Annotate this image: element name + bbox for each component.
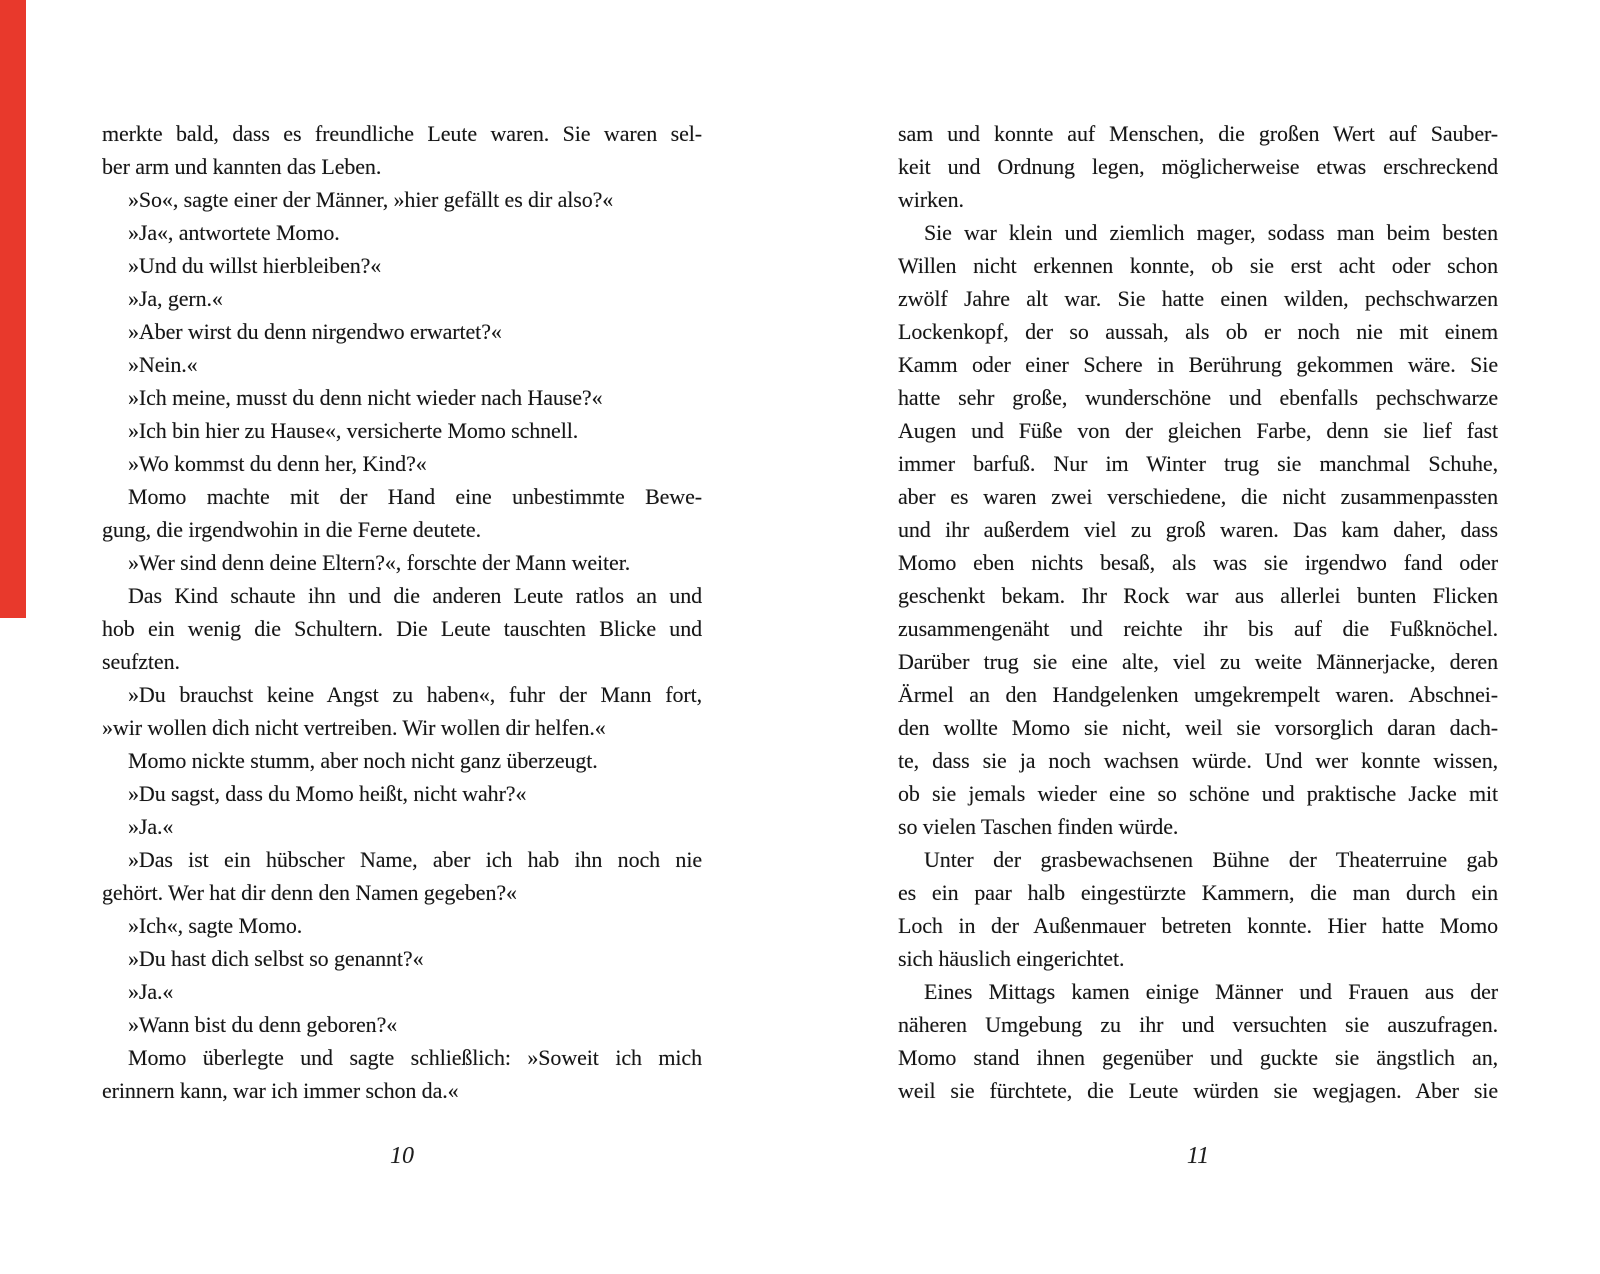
text-line: zusammengenäht und reichte ihr bis auf die Fußknöchel. (898, 616, 1498, 641)
text-line: wirken. (898, 187, 964, 212)
text-line: gung, die irgendwohin in die Ferne deutete. (102, 517, 481, 542)
text-line: Loch in der Außenmauer betreten konnte. Hier hatte Momo (898, 913, 1498, 938)
text-line: »Ja, gern.« (128, 286, 223, 311)
text-line: »Ich meine, musst du denn nicht wieder nach Hause?« (128, 385, 603, 410)
page-number-left: 10 (390, 1143, 414, 1169)
text-line: »wir wollen dich nicht vertreiben. Wir wollen dir helfen.« (102, 715, 606, 740)
text-line: Momo nickte stumm, aber noch nicht ganz überzeugt. (128, 748, 598, 773)
text-line: und ihr außerdem viel zu groß waren. Das kam daher, dass (898, 517, 1498, 542)
text-line: hob ein wenig die Schultern. Die Leute tauschten Blicke und (102, 616, 702, 641)
text-line: Augen und Füße von der gleichen Farbe, denn sie lief fast (898, 418, 1498, 443)
text-line: Darüber trug sie eine alte, viel zu weite Männerjacke, deren (898, 649, 1498, 674)
text-line: zwölf Jahre alt war. Sie hatte einen wilden, pechschwarzen (898, 286, 1498, 311)
text-line: »Ja.« (128, 814, 174, 839)
text-line: »Wer sind denn deine Eltern?«, forschte der Mann weiter. (128, 550, 631, 575)
book-page-right-text (898, 117, 1498, 1107)
text-line: »Aber wirst du denn nirgendwo erwartet?« (128, 319, 502, 344)
text-line: Momo stand ihnen gegenüber und guckte sie ängstlich an, (898, 1045, 1498, 1070)
text-line: so vielen Taschen finden würde. (898, 814, 1179, 839)
text-line: »Ja.« (128, 979, 174, 1004)
text-line: »Wann bist du denn geboren?« (128, 1012, 398, 1037)
text-line: geschenkt bekam. Ihr Rock war aus allerlei bunten Flicken (898, 583, 1498, 608)
text-line: seufzten. (102, 649, 180, 674)
text-line: merkte bald, dass es freundliche Leute waren. Sie waren sel- (102, 121, 702, 146)
text-line: »Du brauchst keine Angst zu haben«, fuhr der Mann fort, (128, 682, 702, 707)
text-line: Das Kind schaute ihn und die anderen Leute ratlos an und (128, 583, 702, 608)
text-line: es ein paar halb eingestürzte Kammern, die man durch ein (898, 880, 1498, 905)
text-line: näheren Umgebung zu ihr und versuchten sie auszufragen. (898, 1012, 1498, 1037)
text-line: »So«, sagte einer der Männer, »hier gefällt es dir also?« (128, 187, 614, 212)
text-line: ob sie jemals wieder eine so schöne und praktische Jacke mit (898, 781, 1498, 806)
text-line: aber es waren zwei verschiedene, die nicht zusammenpassten (898, 484, 1498, 509)
text-line: »Und du willst hierbleiben?« (128, 253, 382, 278)
book-page-left-text (102, 117, 702, 1107)
text-line: »Wo kommst du denn her, Kind?« (128, 451, 427, 476)
text-line: immer barfuß. Nur im Winter trug sie manchmal Schuhe, (898, 451, 1498, 476)
text-line: »Ja«, antwortete Momo. (128, 220, 340, 245)
text-line: »Ich bin hier zu Hause«, versicherte Momo schnell. (128, 418, 579, 443)
page-number-right: 11 (1186, 1143, 1210, 1169)
text-line: Kamm oder einer Schere in Berührung gekommen wäre. Sie (898, 352, 1498, 377)
text-line: »Nein.« (128, 352, 198, 377)
text-line: gehört. Wer hat dir denn den Namen gegeben?« (102, 880, 517, 905)
text-line: te, dass sie ja noch wachsen würde. Und wer konnte wissen, (898, 748, 1498, 773)
text-line: den wollte Momo sie nicht, weil sie vorsorglich daran dach- (898, 715, 1498, 740)
text-line: Momo machte mit der Hand eine unbestimmte Bewe- (128, 484, 702, 509)
page-edge-ribbon (0, 0, 26, 618)
text-line: hatte sehr große, wunderschöne und ebenfalls pechschwarze (898, 385, 1498, 410)
text-line: »Du sagst, dass du Momo heißt, nicht wahr?« (128, 781, 527, 806)
text-line: Momo eben nichts besaß, als was sie irgendwo fand oder (898, 550, 1498, 575)
text-line: Eines Mittags kamen einige Männer und Frauen aus der (924, 979, 1498, 1004)
text-line: Momo überlegte und sagte schließlich: »Soweit ich mich (128, 1045, 702, 1070)
text-line: keit und Ordnung legen, möglicherweise etwas erschreckend (898, 154, 1498, 179)
text-line: Sie war klein und ziemlich mager, sodass man beim besten (924, 220, 1498, 245)
text-line: »Das ist ein hübscher Name, aber ich hab ihn noch nie (128, 847, 702, 872)
text-line: sam und konnte auf Menschen, die großen Wert auf Sauber- (898, 121, 1498, 146)
text-line: Lockenkopf, der so aussah, als ob er noch nie mit einem (898, 319, 1498, 344)
text-line: »Du hast dich selbst so genannt?« (128, 946, 424, 971)
text-line: »Ich«, sagte Momo. (128, 913, 303, 938)
text-line: weil sie fürchtete, die Leute würden sie wegjagen. Aber sie (898, 1078, 1498, 1103)
text-line: erinnern kann, war ich immer schon da.« (102, 1078, 459, 1103)
text-line: sich häuslich eingerichtet. (898, 946, 1125, 971)
text-line: Willen nicht erkennen konnte, ob sie erst acht oder schon (898, 253, 1498, 278)
text-line: Unter der grasbewachsenen Bühne der Theaterruine gab (924, 847, 1498, 872)
text-line: ber arm und kannten das Leben. (102, 154, 382, 179)
text-line: Ärmel an den Handgelenken umgekrempelt waren. Abschnei- (898, 682, 1498, 707)
